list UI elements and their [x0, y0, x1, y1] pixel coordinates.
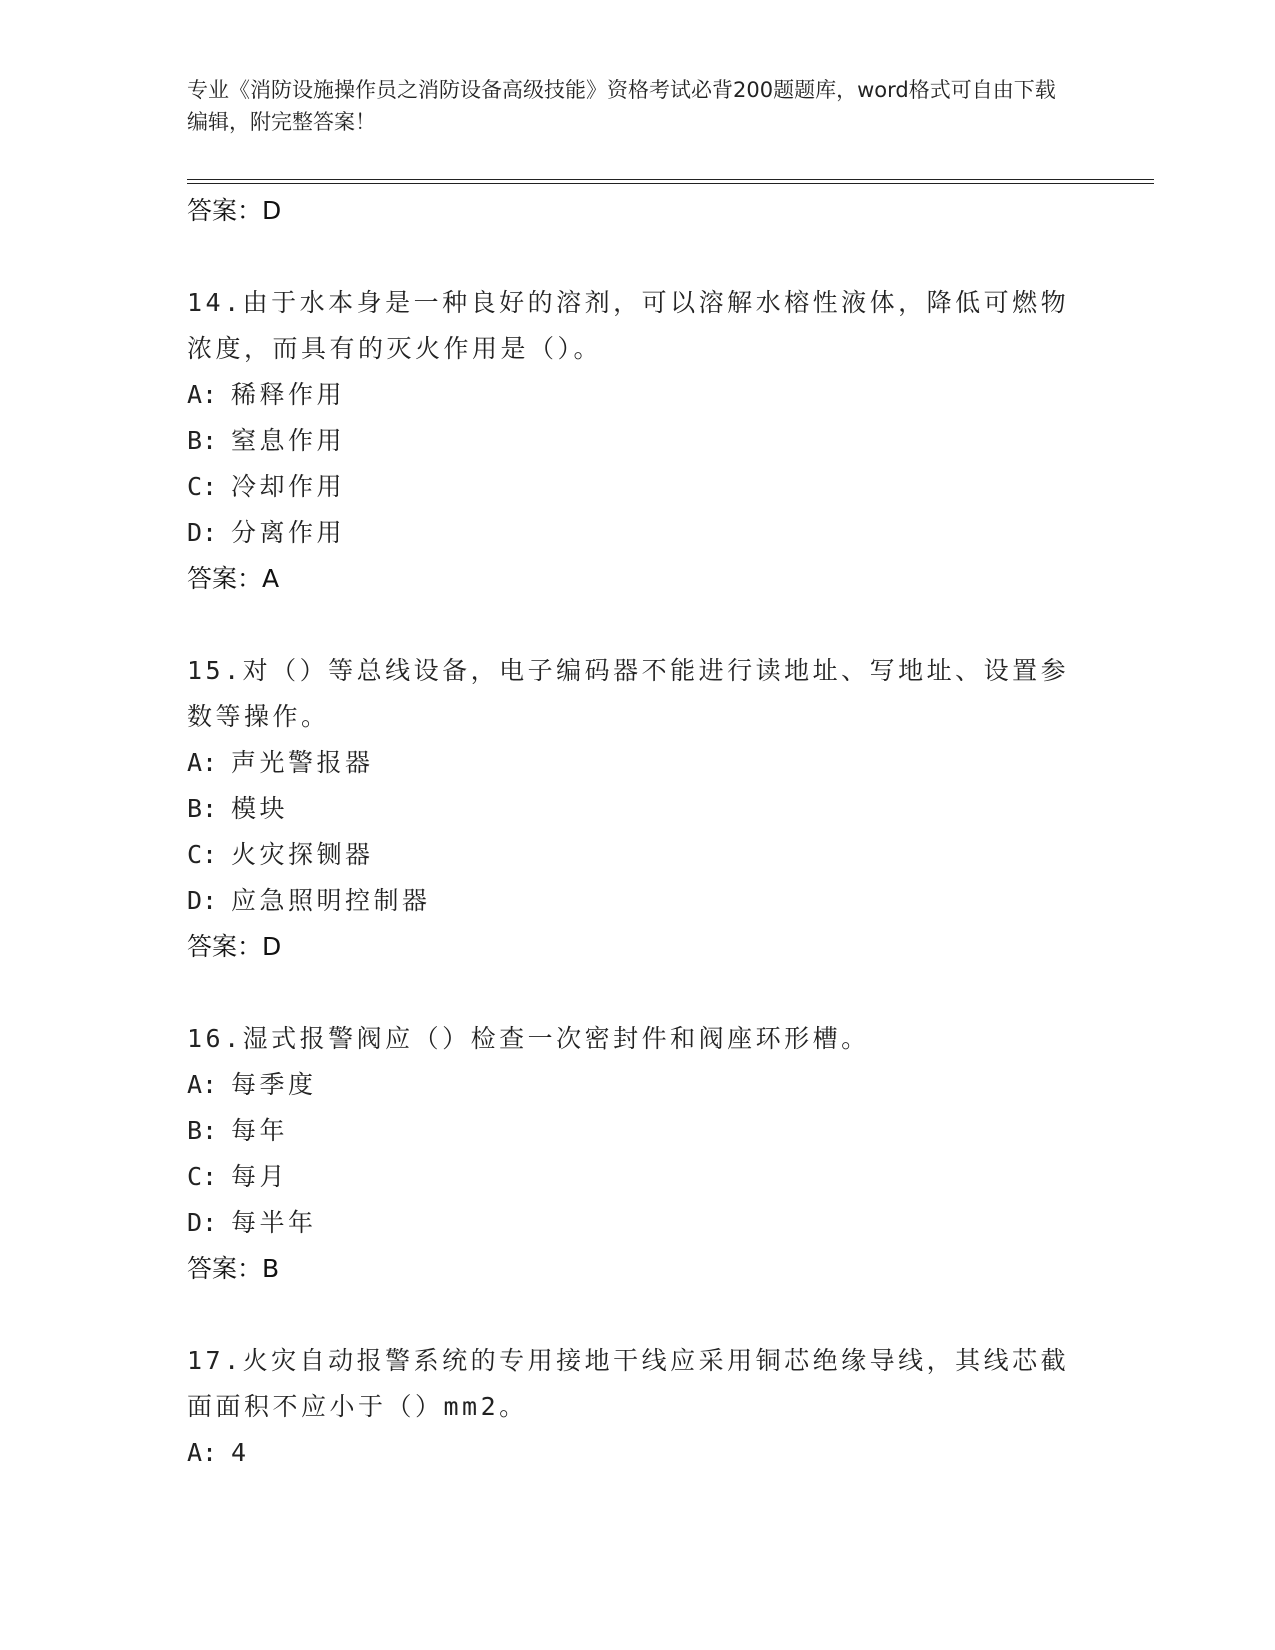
option-text: 窒息作用 [231, 426, 346, 455]
option-c [187, 832, 1087, 878]
option-text: 应急照明控制器 [231, 886, 431, 915]
option-c [187, 464, 1087, 510]
question-stem: 15.对（）等总线设备，电子编码器不能进行读地址、写地址、设置参数等操作。 [187, 656, 1070, 731]
spacer [187, 602, 1087, 648]
option-letter: A: [187, 1070, 218, 1099]
option-d [187, 878, 1087, 924]
question-stem: 16.湿式报警阀应（）检查一次密封件和阀座环形槽。 [187, 1024, 870, 1053]
option-letter: D: [187, 886, 218, 915]
option-letter: C: [187, 840, 218, 869]
option-letter: B: [187, 1116, 218, 1145]
option-text: 4 [231, 1438, 250, 1467]
option-text: 稀释作用 [231, 380, 346, 409]
spacer [187, 970, 1087, 1016]
option-c [187, 1154, 1087, 1200]
option-text: 火灾探铡器 [231, 840, 374, 869]
option-b [187, 786, 1087, 832]
option-text: 分离作用 [231, 518, 346, 547]
question-list [187, 188, 1087, 1476]
option-text: 模块 [231, 794, 289, 823]
answer-line: 答案：A [187, 564, 280, 593]
spacer [187, 1292, 1087, 1338]
header-divider-bottom [187, 183, 1154, 184]
option-letter: C: [187, 1162, 218, 1191]
question-block [187, 1016, 1087, 1292]
option-a [187, 372, 1087, 418]
option-letter: B: [187, 794, 218, 823]
question-block [187, 1338, 1087, 1476]
option-d [187, 1200, 1087, 1246]
option-text: 每年 [231, 1116, 289, 1145]
option-letter: B: [187, 426, 218, 455]
option-b [187, 418, 1087, 464]
option-text: 声光警报器 [231, 748, 374, 777]
option-a [187, 1062, 1087, 1108]
question-block [187, 280, 1087, 602]
option-text: 每半年 [231, 1208, 317, 1237]
option-text: 冷却作用 [231, 472, 346, 501]
option-letter: A: [187, 1438, 218, 1467]
option-text: 每季度 [231, 1070, 317, 1099]
option-letter: A: [187, 748, 218, 777]
option-letter: D: [187, 1208, 218, 1237]
question-stem: 17.火灾自动报警系统的专用接地干线应采用铜芯绝缘导线，其线芯截面面积不应小于（）mm2。 [187, 1346, 1070, 1421]
option-letter: D: [187, 518, 218, 547]
option-letter: C: [187, 472, 218, 501]
option-d [187, 510, 1087, 556]
option-a [187, 1430, 1087, 1476]
option-text: 每月 [231, 1162, 289, 1191]
answer-line: 答案：D [187, 196, 282, 225]
document-header: 专业《消防设施操作员之消防设备高级技能》资格考试必背200题题库，word格式可自由下载编辑，附完整答案！ [187, 78, 1056, 134]
answer-line: 答案：D [187, 932, 282, 961]
spacer [187, 234, 1087, 280]
header-divider-top [187, 179, 1154, 180]
question-block [187, 648, 1087, 970]
answer-line: 答案：B [187, 1254, 280, 1283]
option-b [187, 1108, 1087, 1154]
option-letter: A: [187, 380, 218, 409]
question-stem: 14.由于水本身是一种良好的溶剂，可以溶解水榕性液体，降低可燃物浓度，而具有的灭火作用是（）。 [187, 288, 1070, 363]
option-a [187, 740, 1087, 786]
